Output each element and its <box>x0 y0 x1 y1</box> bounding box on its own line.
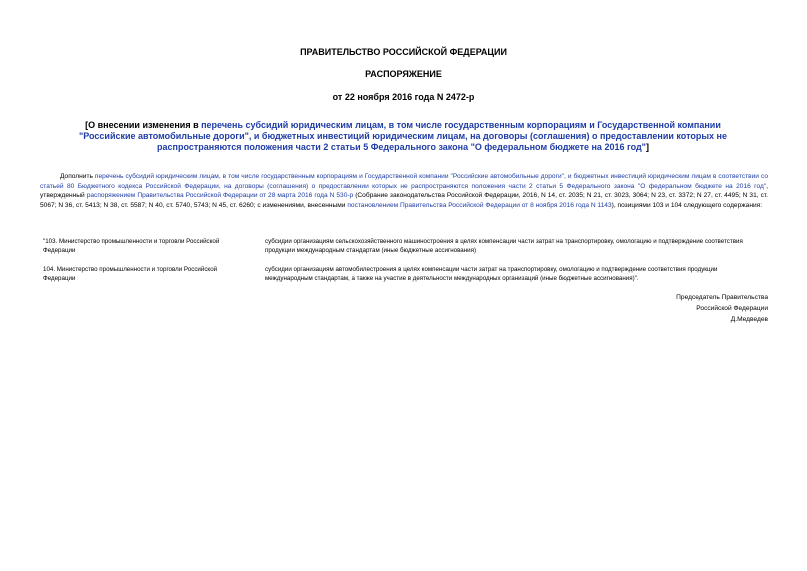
title-close-bracket: ] <box>645 142 649 152</box>
resolution-1143-link[interactable]: постановлением Правительства Российской Федерации от 8 ноября 2016 года N 1143 <box>347 201 612 209</box>
row-ministry: 104. Министерство промышленности и торговли Российской Федерации <box>43 266 218 283</box>
body-text-part4: ), позициями 103 и 104 следующего содержания: <box>611 201 763 209</box>
row-description: субсидии организациям сельскохозяйственного машиностроения в целях компенсации части затрат на транспортировку, омологацию и подтверждение соответствия продукции международным стандартам (иные бюджетные ассигнования) <box>265 238 743 255</box>
body-text-part2: , утвержденный <box>40 182 768 200</box>
document-type-heading: РАСПОРЯЖЕНИЕ <box>365 69 442 79</box>
title-prefix: О внесении изменения в <box>88 120 202 130</box>
title-subsidy-list-link[interactable]: перечень субсидий юридическим лицам, в том числе государственным корпорациям и Государственной компании "Российские автомобильные дороги", и бюджетных инвестиций юридическим лицам, на договоры (соглашения) о предоставлении которых не распространяются положения части 2 статьи 5 Федерального закона "О федеральном бюджете на 2016 год" <box>79 120 727 152</box>
body-paragraph <box>40 172 768 210</box>
signature-name: Д.Медведев <box>730 316 768 323</box>
decree-530-link[interactable]: распоряжением Правительства Российской Федерации от 28 марта 2016 года N 530-р <box>86 192 354 200</box>
document-title <box>58 120 748 153</box>
row-description: субсидии организациям автомобилестроения в целях компенсации части затрат на транспортировку, омологацию и подтверждение соответствия продукции международным стандартам, а также на участие в деятельности международных организаций (иные бюджетные ассигнования)". <box>265 266 718 283</box>
subsidy-list-link[interactable]: перечень субсидий юридическим лицам, в том числе государственным корпорациям и Государственной компании "Российские автомобильные дороги", и бюджетных инвестиций юридическим лицам в соответствии со статьей 80 Бюджетного кодекса Российской Федерации, на договоры (соглашения) о предоставлении которых не распространяются положения части 2 статьи 5 Федерального закона "О федеральном бюджете на 2016 год" <box>40 173 768 190</box>
signature-organization: Российской Федерации <box>696 305 768 312</box>
document-date-number: от 22 ноября 2016 года N 2472-р <box>332 92 475 102</box>
row-ministry: "103. Министерство промышленности и торговли Российской Федерации <box>43 238 220 255</box>
signature-position: Председатель Правительства <box>676 294 768 301</box>
body-text-part1: Дополнить <box>60 173 95 180</box>
government-heading: ПРАВИТЕЛЬСТВО РОССИЙСКОЙ ФЕДЕРАЦИИ <box>300 47 507 57</box>
title-open-bracket: [ <box>85 120 89 130</box>
body-text-part3: (Собрание законодательства Российской Федерации, 2016, N 14, ст. 2035; N 21, ст. 3023, 3064; N 23, ст. 3372; N 27, ст. 4495; N 31, ст. 5067; N 36, ст. 5413; N 38, ст. 5587; N 40, ст. 5740, 5743; N 45, ст. 6260; с изменениями, внесенными <box>40 192 768 209</box>
